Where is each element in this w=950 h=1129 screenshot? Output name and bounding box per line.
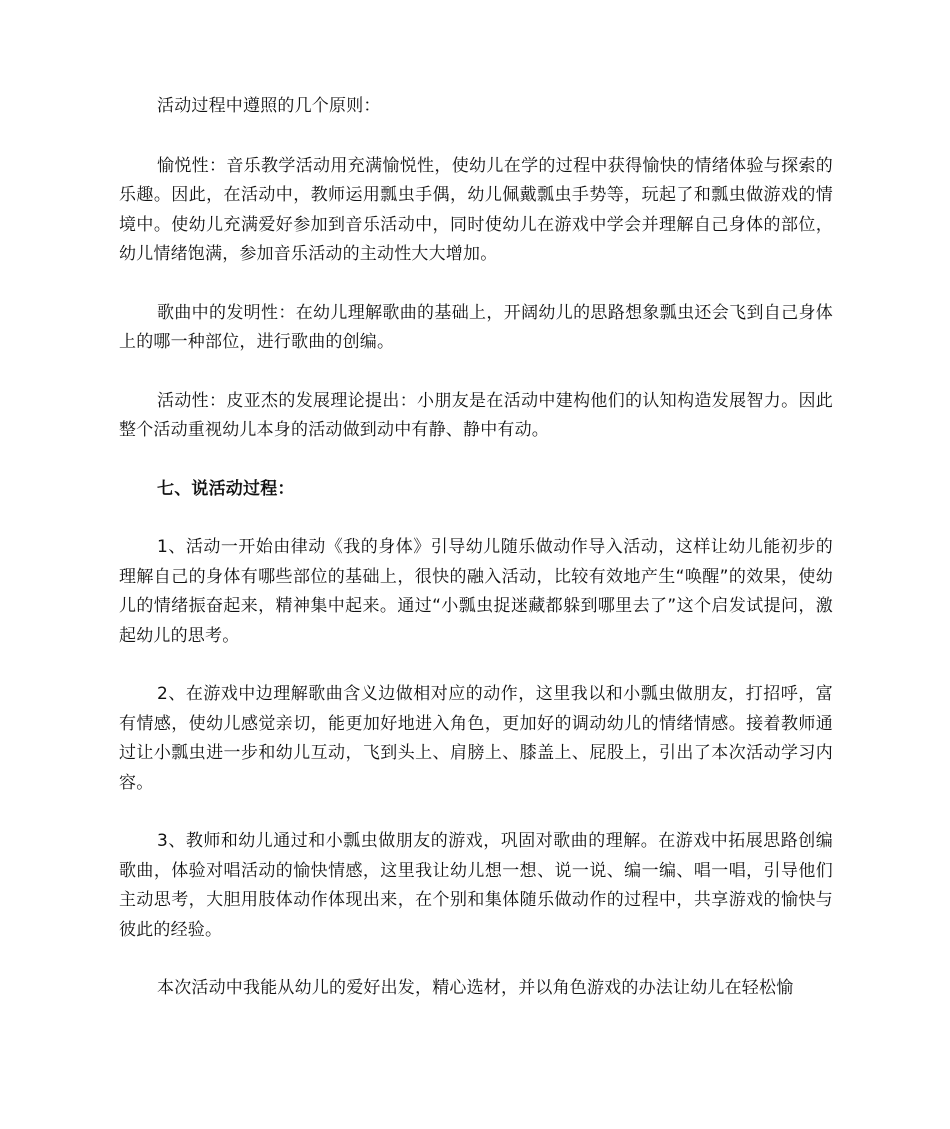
process-step-2: 2、在游戏中边理解歌曲含义边做相对应的动作，这里我以和小瓢虫做朋友，打招呼，富有情感，使幼儿感觉亲切，能更加好地进入角色，更加好的调动幼儿的情绪情感。接着教师通过让小瓢虫进一步和幼儿互动，飞到头上、肩膀上、膝盖上、屁股上，引出了本次活动学习内容。 <box>119 684 833 793</box>
process-step-1: 1、活动一开始由律动《我的身体》引导幼儿随乐做动作导入活动，这样让幼儿能初步的理解自己的身体有哪些部位的基础上，很快的融入活动，比较有效地产生“唤醒”的效果，使幼儿的情绪振奋起来，精神集中起来。通过“小瓢虫捉迷藏都躲到哪里去了”这个启发试提问，激起幼儿的思考。 <box>119 537 833 646</box>
section-heading-activity-process: 七、说活动过程： <box>157 478 295 499</box>
principle-pleasure: 愉悦性：音乐教学活动用充满愉悦性，使幼儿在学的过程中获得愉快的情绪体验与探索的乐趣。因此，在活动中，教师运用瓢虫手偶，幼儿佩戴瓢虫手势等，玩起了和瓢虫做游戏的情境中。使幼儿充满爱好参加到音乐活动中，同时使幼儿在游戏中学会并理解自己身体的部位，幼儿情绪饱满，参加音乐活动的主动性大大增加。 <box>119 155 833 264</box>
document-page <box>119 92 833 1033</box>
summary-paragraph: 本次活动中我能从幼儿的爱好出发，精心选材，并以角色游戏的办法让幼儿在轻松愉 <box>157 978 794 998</box>
principle-activity: 活动性：皮亚杰的发展理论提出：小朋友是在活动中建构他们的认知构造发展智力。因此整个活动重视幼儿本身的活动做到动中有静、静中有动。 <box>119 390 833 440</box>
principles-intro: 活动过程中遵照的几个原则： <box>157 96 381 116</box>
principle-creativity: 歌曲中的发明性：在幼儿理解歌曲的基础上，开阔幼儿的思路想象瓢虫还会飞到自己身体上的哪一种部位，进行歌曲的创编。 <box>119 302 833 352</box>
process-step-3: 3、教师和幼儿通过和小瓢虫做朋友的游戏，巩固对歌曲的理解。在游戏中拓展思路创编歌曲，体验对唱活动的愉快情感，这里我让幼儿想一想、说一说、编一编、唱一唱，引导他们主动思考，大胆用肢体动作体现出来，在个别和集体随乐做动作的过程中，共享游戏的愉快与彼此的经验。 <box>119 831 833 940</box>
